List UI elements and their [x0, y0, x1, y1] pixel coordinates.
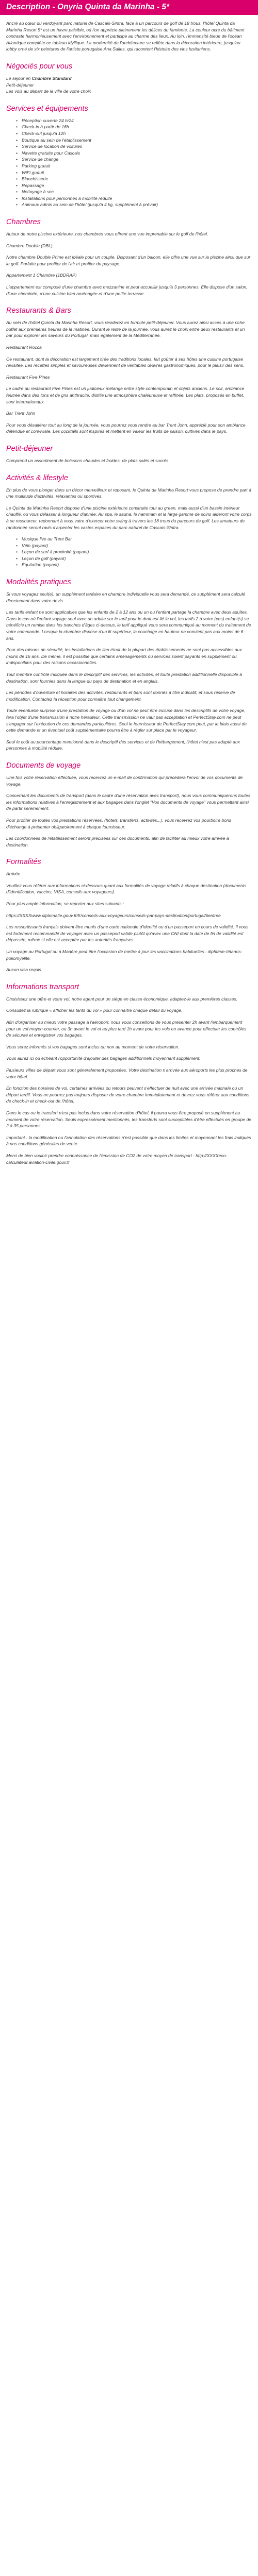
negocies-line-room: Le séjour en Chambre Standard: [6, 75, 72, 81]
description-content: [0, 15, 258, 1191]
modalites-p6: Seul le coût au pourcentage mentionné dans le descriptif des services et de l'hébergement, l'hôtel n'est pas adapté aux personnes à mobilité réduite.: [6, 739, 240, 751]
formalites-link[interactable]: https://XXXXwww.diplomatie.gouv.fr/fr/conseils-aux-voyageurs/conseils-par-pays-destination/portugal/#entree: [6, 912, 221, 918]
negocies-line-flights: Les vols au départ de la ville de votre choix: [6, 89, 91, 94]
formalites-p5: Aucun visa requis: [6, 967, 41, 973]
services-heading: Services et équipements: [6, 104, 88, 113]
list-item: • Installations pour personnes à mobilité réduite: [22, 195, 252, 202]
restaurants-heading: Restaurants & Bars: [6, 307, 71, 315]
list-item: • Leçon de surf à proximité (payant): [22, 549, 252, 555]
transport-p4: Vous aurez ici ou échéant l'opportunité d'ajouter des bagages additionnels moyennant supplément.: [6, 1056, 201, 1061]
restaurant-rocca-text: Ce restaurant, dont la décoration est largement tirée des traditions locales, fait goûter à ses hôtes une cuisine portugaise revisitée. Les recettes simples et savoureuses deviennent de véritables œuvres gastronomiques, pour le plaisir des sens.: [6, 356, 245, 368]
transport-p1: Consultez la rubrique « afficher les tarifs du vol » pour connaître chaque détail du voyage.: [6, 1008, 183, 1013]
negocies-heading: Négociés pour vous: [6, 62, 73, 71]
modalites-p3: Tout membre contrôlé indiquée dans le descriptif des services, les activités, et toute prestation additionnelle disponible à destination, sont fournies dans la langue du pays de destination et en anglais.: [6, 672, 242, 684]
activites-p1: En plus de vous plonger dans un décor merveilleux et reposant, le Quinta da Marinha Resort vous propose de prendre part à une multitude d'activités, relaxantes ou sportives.: [6, 487, 251, 499]
list-item: • Équitation (payant): [22, 562, 252, 568]
chambre-double-title: Chambre Double (DBL): [6, 243, 53, 248]
activites-heading: Activités & lifestyle: [6, 473, 69, 482]
list-item: • Service de location de voitures: [22, 143, 252, 150]
list-item: • Parking gratuit: [22, 163, 252, 170]
activites-list: [6, 536, 252, 568]
modalites-p1: Les tarifs enfant ne sont applicables que les enfants de 2 à 12 ans ou un ou l'enfant partage la chambre avec deux adultes. Dans le cas où l'enfant voyage seul avec un adulte sur le tarif pour le droit est lié le vol, les tarifs 2 à votre (ces) enfant(s) se bénéficie un remise dans les tranches d'âges ci-dessus, le tarif appliqué vous sera communiqué au moment du traitement de votre commande. Lorsque la chambre dispose d'un lit supérieur, la couchage en hauteur ne convient pas aux moins de 6 ans.: [6, 609, 251, 641]
list-item: • Boutique au sein de l'établissement: [22, 137, 252, 144]
documents-heading: Documents de voyage: [6, 761, 81, 770]
transport-p8: Important : la modification ou l'annulation des réservations n'est possible que dans les limites et moyennant les frais indiqués à nos conditions générales de vente.: [6, 1134, 251, 1147]
transport-p9: Merci de bien vouloir prendre connaissance de l'émission de CO2 de votre moyen de transport : http://XXXXeco-calculateur.aviation-civile.gouv.fr: [6, 1153, 228, 1165]
list-item: • Leçon de golf (payant): [22, 555, 252, 562]
restaurant-fivepines-title: Restaurant Five Pines: [6, 374, 50, 380]
documents-p3: Les coordonnées de l'établissement seront précisées sur ces documents, afin de faciliter au mieux votre arrivée à destination.: [6, 836, 229, 848]
bar-trentjohn-title: Bar Trent John: [6, 411, 36, 416]
formalites-p2: Pour plus ample information, se reporter aux sites suivants :: [6, 901, 124, 907]
list-item: • Vélo (payant): [22, 543, 252, 549]
appartement-text: L'appartement est composé d'une chambre avec mezzanine et peut accueillir jusqu'à 3 personnes. Elle dispose d'un salon, d'une cheminée, d'une cuisine bien aménagée et d'une petite terrasse.: [6, 284, 248, 296]
modalites-p2: Pour des raisons de sécurité, les installations de lien étroit de la plupart des établissements ne sont pas accessibles aux moins de 16 ans. De même, il est possible que certains aménagements ou services soient payants en supplément ou indisponibles pour des raisons occasionnelles.: [6, 647, 242, 666]
formalites-p4: Un voyage au Portugal ou à Madère peut être l'occasion de mettre à jour les vaccinations habituelles : diphtérie-tétanos-poliomyélite.: [6, 949, 243, 961]
restaurant-rocca-title: Restaurant Rocca: [6, 345, 42, 350]
documents-p1: Concernant les documents de transport (dans le cadre d'une réservation avec transport), nous vous communiquerons toutes les informations relatives à l'enregistrement et aux bagages dans l'onglet "Vos documents de voyage" vous permettant ainsi de partir sereinement.: [6, 793, 251, 811]
appartement-title: Appartement 1 Chambre (1BDRAP): [6, 273, 77, 278]
transport-p7: Dans le cas ou le transfert n'est pas inclus dans votre réservation d'hôtel, il pourra vous être proposé en supplément au moment de votre réservation. Seuls expressément mentionnés, les transferts sont susceptibles d'être effectués en groupe de 2 à 35 personnes.: [6, 1110, 252, 1129]
modalites-heading: Modalités pratiques: [6, 578, 71, 587]
list-item: • Nettoyage à sec: [22, 189, 252, 195]
list-item: • Check-out jusqu'à 12h: [22, 130, 252, 137]
formalites-p3: Les ressortissants français doivent être munis d'une carte nationale d'identité ou d'un passeport en cours de validité. Il vous est fortement recommandé de voyager avec un passeport valide plutôt qu'avec une CNI dont la date de fin de validité est dépassée, même si elle est acceptée par les autorités françaises.: [6, 924, 249, 943]
list-item: • Repassage: [22, 182, 252, 189]
page-header: [0, 0, 258, 15]
chambres-heading: Chambres: [6, 218, 41, 227]
page-title: Description - Onyria Quinta da Marinha - 5*: [6, 3, 170, 11]
list-item: • Blanchisserie: [22, 176, 252, 182]
services-list: [6, 117, 252, 208]
list-item: • Réception ouverte 24 h/24: [22, 117, 252, 124]
modalites-p4: Les périodes d'ouverture et horaires des activités, restaurants et bars sont donnés à titre indicatif, et sous réserve de modification. Contactez la réception pour connaître tout changement.: [6, 690, 235, 702]
list-item: • Check-in à partir de 16h: [22, 124, 252, 130]
list-item: • Service de change: [22, 156, 252, 163]
transport-p3: Vous serez informés si vos bagages sont inclus ou non au moment de votre réservation.: [6, 1044, 180, 1049]
formalites-heading: Formalités: [6, 858, 41, 867]
documents-p0: Une fois votre réservation effectuée, vous recevrez un e-mail de confirmation qui précédera l'envoi de vos documents de voyage.: [6, 774, 243, 787]
transport-p6: En fonction des horaires de vol, certaines arrivées ou retours peuvent s'effectuer de nuit avec une arrivée matinale ou un départ tardif. Vous ne pourrez pas toujours disposer de votre chambre immédiatement et devrez vous référer aux conditions de check-in et check-out de l'hôtel.: [6, 1086, 250, 1104]
list-item: • Musique live au Trent Bar: [22, 536, 252, 543]
transport-heading: Informations transport: [6, 982, 79, 991]
transport-p5: Plusieurs villes de départ vous sont généralement proposées. Votre destination n'arrivée aux aéroports les plus proches de votre hôtel.: [6, 1067, 248, 1079]
modalites-p0: Si vous voyagez seul(e), un supplément tarifaire en chambre individuelle vous sera demandé, ce supplément sera calculé directement dans votre devis.: [6, 591, 245, 603]
petitdej-heading: Petit-déjeuner: [6, 444, 53, 453]
negocies-list: [6, 75, 252, 95]
list-item: • WiFi gratuit: [22, 170, 252, 176]
negocies-line-breakfast: Petit-déjeuner: [6, 82, 34, 88]
modalites-p5: Toute éventuelle surprise d'une prestation de voyage ou d'un vol ne peut être incluse dans les descriptifs de votre voyage, fera l'objet d'une transmission à notre hérauteur. Cette transmission ne vaut pas acceptation et PerfectStay.com ne peut s'engager sur l'exécution de ces demandes particulières. Seul le fournisseur de PerfectStay.com peut, par le biais aussi de cette demande et un éventuel coût supplémentaire pourra être à régler sur place par le voyageur.: [6, 708, 247, 733]
documents-p2: Pour profiter de toutes vos prestations réservées, (hôtels, transferts, activités...), vous recevrez vos pourboire bons d'échange à présenter obligatoirement à chaque fournisseur.: [6, 817, 232, 829]
formalites-p1: Veuillez vous référer aux informations ci-dessous quant aux formalités de voyage relatifs à chaque destination (documents d'identification, vaccins, VISA, conseils aux voyageurs).: [6, 883, 247, 895]
list-item: • Navette gratuite pour Cascais: [22, 150, 252, 157]
transport-p2: Afin d'organiser au mieux votre passage à l'aéroport, nous vous conseillons de vous présenter 2h avant l'embarquement pour un vol moyen-courrier, ou 3h avant le vol et au plus tard 1h avant pour les vols en avance pour effectuer les contrôles de sécurité et enregistrer vos bagages.: [6, 1020, 247, 1038]
restaurant-fivepines-text: Le cadre du restaurant Five Pines est un judicieux mélange entre style contemporain et objets anciens. Le soir, ambiance feutrée dans des tons et de gris anthracite, distille une atmosphère chaleureuse et raffinée. Les plats, proposés en buffet, sont internationaux.: [6, 386, 245, 404]
restaurants-intro: Au sein de l'hôtel Quinta da Marinha Resort, vous résiderez en formule petit-déjeuner. Vous aurez ainsi accès à une riche buffet aux premières heures de la matinée. Durant le reste de la journée, vous aurez le choix entre deux restaurants et un bar pour explorer les saveurs du Portugal, mais également de la Méditerranée.: [6, 320, 245, 338]
chambres-intro: Autour de notre piscine extérieure, nos chambres vous offrent une vue imprenable sur le golf de l'hôtel.: [6, 231, 208, 237]
bar-trentjohn-text: Pour vous désaltérer tout au long de la journée, vous pourrez vous rendre au bar Trent John, apprécié pour son ambiance détendue et conviviale. Les cocktails sont inspirés et mettent en valeur les fruits de saison, cultivés dans le pays.: [6, 422, 246, 434]
chambre-double-text: Notre chambre Double Prime est idéale pour un couple. Disposant d'un balcon, elle offre une vue sur la piscine ainsi que sur le golf. Parfaite pour profiter de l'air et profiter du paysage.: [6, 255, 251, 266]
intro-paragraph: Ancré au cœur du verdoyant parc naturel de Cascais-Sintra, face à un parcours de golf de 18 trous, l'hôtel Quinta da Marinha Resort 5* est un havre paisible, où l'on apprécie pleinement les délices du farniente. La couleur ocre du bâtiment contraste harmonieusement avec l'environnement et participe au charme des lieux. Au loin, l'immensité bleue de l'océan Atlantique complète ce tableau idyllique. La modernité de l'architecture se reflète dans la décoration intérieure, jusqu'au lobby orné de six peintures de l'artiste portugaise Ana Salles, qui racontent l'histoire des vins lusitaniens.: [6, 21, 245, 52]
activites-p2: Le Quinta da Marinha Resort dispose d'une piscine extérieure construite tout au green, mais aussi d'un bassin intérieur chauffé, où vous délasser à longueur d'année. Au spa, le sauna, le hammam et la large gamme de soins aideront votre corps à se ressourcer, redonnant à vous votre d'exercer votre swing à travers les 18 trous du parcours de golf. Les amateurs de randonnée seront ravis d'arpenter les vastes espaces du parc naturel de Cascais-Sintra.: [6, 505, 252, 530]
list-item: • Animaux admis au sein de l'hôtel (jusqu'à 4 kg, supplément à prévoir): [22, 201, 252, 208]
transport-p0: Choisissez une offre et votre vol, notre agent pour un siège en classe économique, adaptez-le aux premières classes.: [6, 996, 238, 1002]
formalites-sub: Arrivée: [6, 871, 21, 877]
petitdej-text: Comprend un assortiment de boissons chaudes et froides, de plats salés et sucrés.: [6, 457, 170, 463]
